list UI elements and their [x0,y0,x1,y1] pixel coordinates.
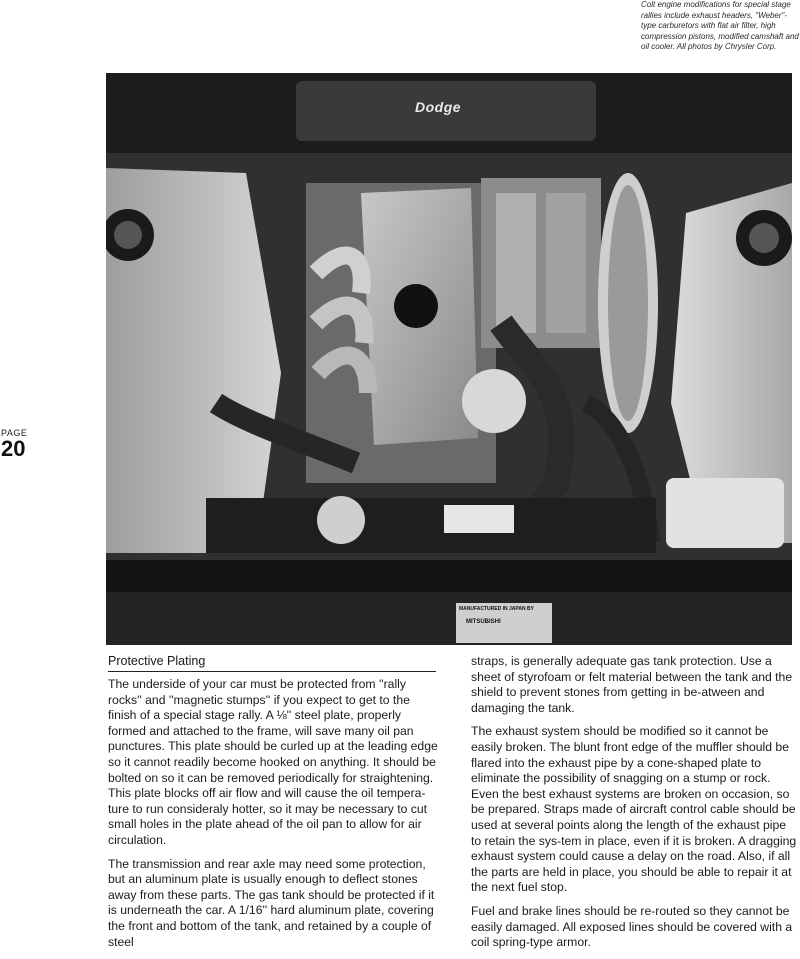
radiator-label: MANUFACTURED IN JAPAN BY [459,606,534,612]
page-marker [1,428,41,460]
photo-caption: Colt engine modifications for special stage rallies include exhaust headers, "Weber"-type carburetors with flat air filter, high compression pistons, modified camshaft and oil cooler. All photos by Chrysler Corp. [641,0,799,52]
page-number: 20 [1,436,26,461]
right-column [471,654,798,959]
section-heading: Protective Plating [108,654,436,672]
hood-badge: Dodge [415,99,462,115]
left-column [108,677,438,958]
right-paragraph-1: straps, is generally adequate gas tank protection. Use a sheet of styrofoam or felt material between the tank and the shield to prevent stones from getting in be-atween and damaging the tank. [471,654,793,715]
brand-label: MITSUBISHI [466,619,501,625]
engine-photo [106,73,792,645]
page-label: PAGE [1,428,28,438]
left-paragraph-2: The transmission and rear axle may need some protection, but an aluminum plate is usually enough to deflect stones away from these parts. The gas tank should be protected if it is underneath the car. A 1/16'' hard aluminum plate, covering the front and bottom of the tank, and retained by a couple of steel [108,856,435,949]
right-paragraph-3: Fuel and brake lines should be re-routed so they cannot be easily damaged. All exposed lines should be covered with a coil spring-type armor. [471,903,793,950]
left-paragraph-1: The underside of your car must be protected from ''rally rocks'' and ''magnetic stumps'' if you expect to get to the finish of a special stage rally. A ⅛'' steel plate, properly formed and attached to the frame, will save many oil pan punctures. This plate should be curled up at the leading edge so it cannot readily become hooked on anything. It should be bolted on so it can be removed periodically for straightening. This plate blocks off air flow and will cause the oil tempera-ture to run consideraly hotter, so it may be necessary to cut small holes in the plate ahead of the oil pan to allow for air circulation. [108,677,438,847]
right-paragraph-2: The exhaust system should be modified so it cannot be easily broken. The blunt front edge of the muffler should be flared into the exhaust pipe by a cone-shaped plate to eliminate the possibility of snagging on a stump or rock. Even the best exhaust systems are broken on occasion, so be prepared. Straps made of aircraft control cable should be used at several points along the length of the exhaust pipe to retain the sys-tem in place, even if it is broken. A dragging exhaust system could cause a delay on the road. Also, if all the parts are held in place, you should be able to repair it at the next fuel stop. [471,724,797,895]
